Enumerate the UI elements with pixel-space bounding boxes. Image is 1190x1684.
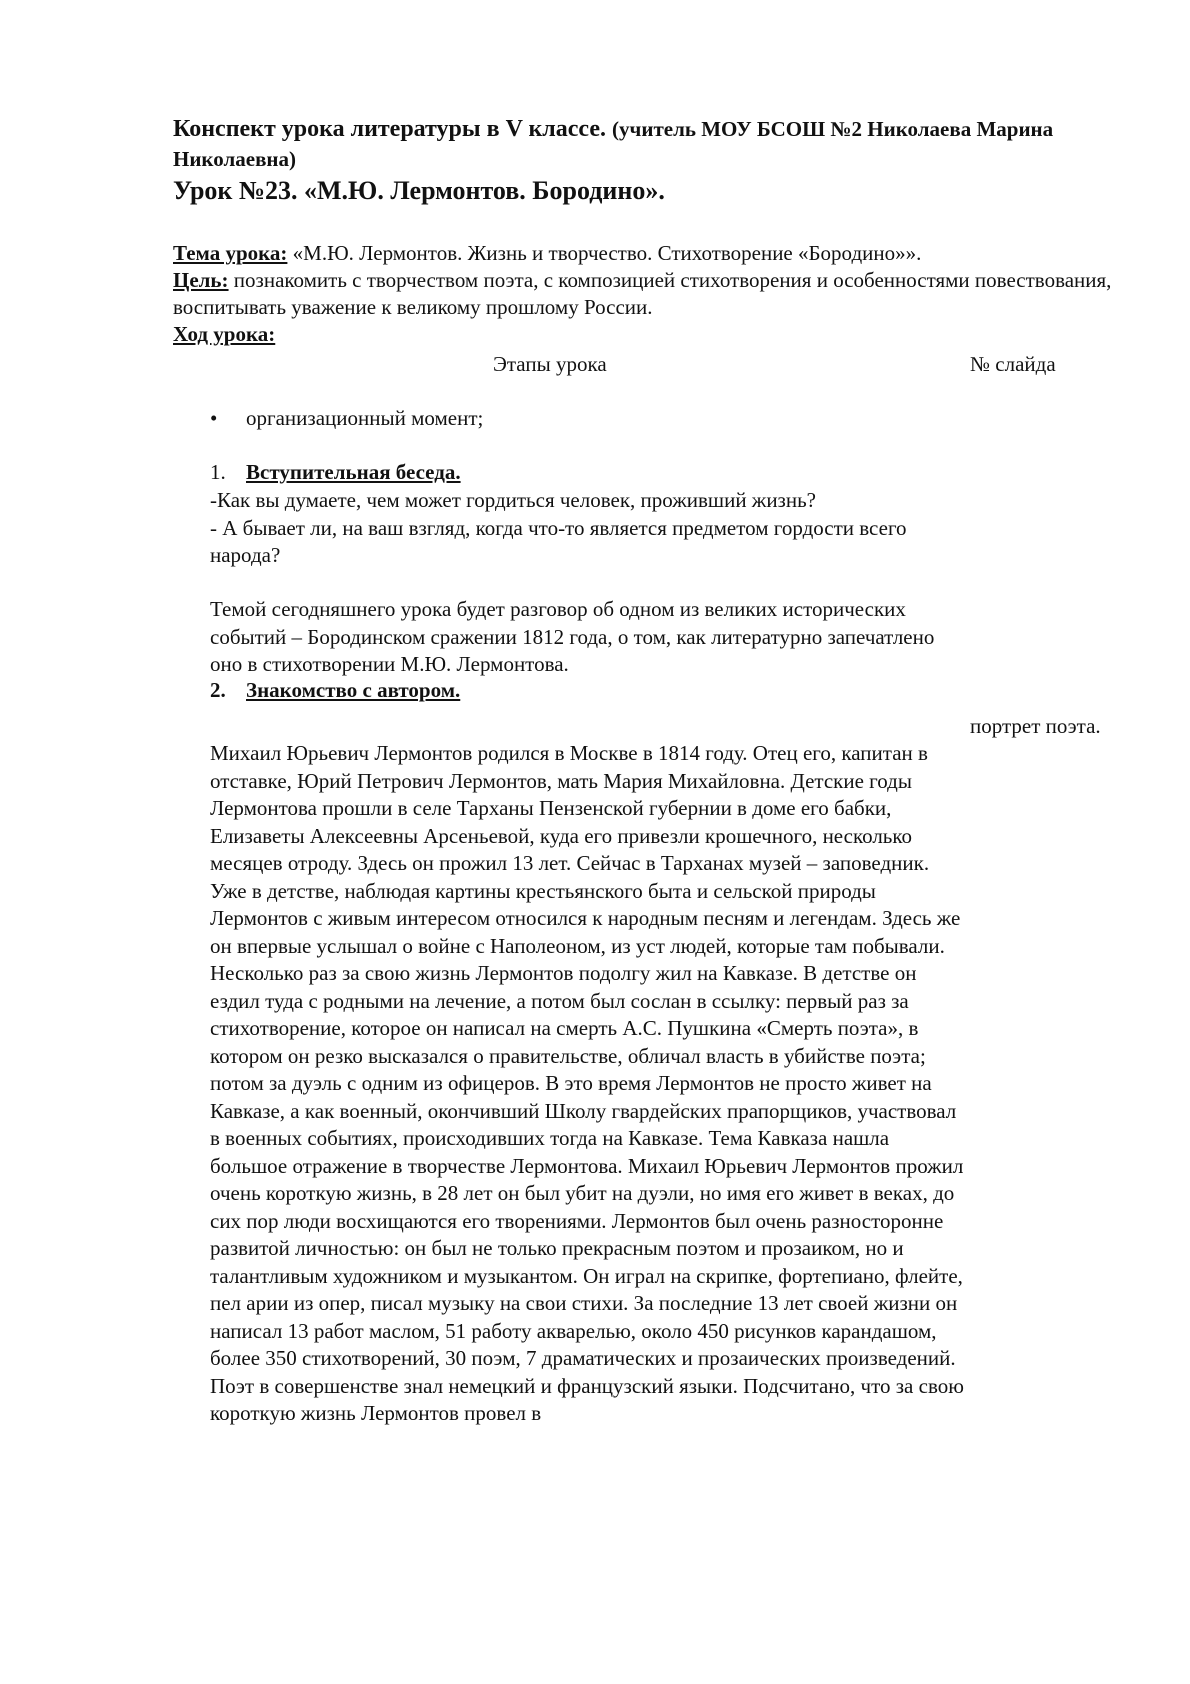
progress-label: Ход урока: [173,322,276,346]
section-2-heading [210,677,460,704]
progress-line [173,321,1133,348]
lesson-intro [173,240,1133,348]
topic-text: «М.Ю. Лермонтов. Жизнь и творчество. Стихотворение «Бородино»». [287,241,922,265]
section-1-heading [210,459,461,486]
org-moment-item [210,406,483,431]
topic-line [173,240,1133,267]
biography-paragraph-2: Несколько раз за свою жизнь Лермонтов подолгу жил на Кавказе. В детстве он ездил туда с родными на лечение, а потом был сослан в ссылку: первый раз за стихотворение, которое он написал на смерть А.С. Пушкина «Смерть поэта», в котором он резко высказался о правительстве, обличал власть в убийстве поэта; потом за дуэль с одним из офицеров. В это время Лермонтов не просто живет на Кавказе, а как военный, окончивший Школу гвардейских прапорщиков, участвовал в военных событиях, происходивших тогда на Кавказе. Тема Кавказа нашла большое отражение в творчестве Лермонтова. Михаил Юрьевич Лермонтов прожил очень короткую жизнь, в 28 лет он был убит на дуэли, но имя его живет в веках, до сих пор люди восхищаются его творениями. Лермонтов был очень разносторонне развитой личностью: он был не только прекрасным поэтом и прозаиком, но и талантливым художником и музыкантом. Он играл на скрипке, фортепиано, флейте, пел арии из опер, писал музыку на свои стихи. За последние 13 лет своей жизни он написал 13 работ маслом, 51 работу акварелью, около 450 рисунков карандашом, более 350 стихотворений, 30 поэм, 7 драматических и прозаических произведений. Поэт в совершенстве знал немецкий и французский языки. Подсчитано, что за свою короткую жизнь Лермонтов провел в [210,961,964,1425]
section-2-body [210,740,965,1428]
question-1: -Как вы думаете, чем может гордиться человек, проживший жизнь? [210,488,816,512]
title-main: Конспект урока литературы в V классе. [173,116,607,142]
bullet-icon: • [210,406,218,430]
column-header-slide: № слайда [970,352,1056,376]
lesson-title: Урок №23. «М.Ю. Лермонтов. Бородино». [173,176,665,205]
title-teacher: (учитель МОУ БСОШ №2 Николаева Марина Николаевна) [173,117,1054,171]
intro-paragraph: Темой сегодняшнего урока будет разговор об одном из великих исторических событий – Бородинском сражении 1812 года, о том, как литературно запечатлено оно в стихотворении М.Ю. Лермонтова. [210,597,935,676]
section-1-paragraph [210,596,940,679]
section-1-questions [210,487,930,570]
document-title [173,114,1133,174]
org-moment-text: организационный момент; [246,406,484,430]
section-2-number: 2. [210,678,226,702]
column-header-stages: Этапы урока [493,352,607,376]
section-1-title: Вступительная беседа. [246,460,461,484]
goal-text: познакомить с творчеством поэта, с композицией стихотворения и особенностями повествования, воспитывать уважение к великому прошлому России. [173,268,1112,319]
section-2-title: Знакомство с автором. [246,678,461,702]
goal-line [173,267,1133,321]
section-1-number: 1. [210,460,226,484]
goal-label: Цель: [173,268,229,292]
biography-paragraph-1: Михаил Юрьевич Лермонтов родился в Москве в 1814 году. Отец его, капитан в отставке, Юрий Петрович Лермонтов, мать Мария Михайловна. Детские годы Лермонтова прошли в селе Тарханы Пензенской губернии в доме его бабки, Елизаветы Алексеевны Арсеньевой, куда его привезли крошечного, несколько месяцев отроду. Здесь он прожил 13 лет. Сейчас в Тарханах музей – заповедник. Уже в детстве, наблюдая картины крестьянского быта и сельской природы Лермонтов с живым интересом относился к народным песням и легендам. Здесь же он впервые услышал о войне с Наполеоном, из уст людей, которые там побывали. [210,741,961,958]
question-2: - А бывает ли, на ваш взгляд, когда что-то является предметом гордости всего народа? [210,515,907,567]
slide-note-portrait: портрет поэта. [970,714,1101,738]
topic-label: Тема урока: [173,241,288,265]
